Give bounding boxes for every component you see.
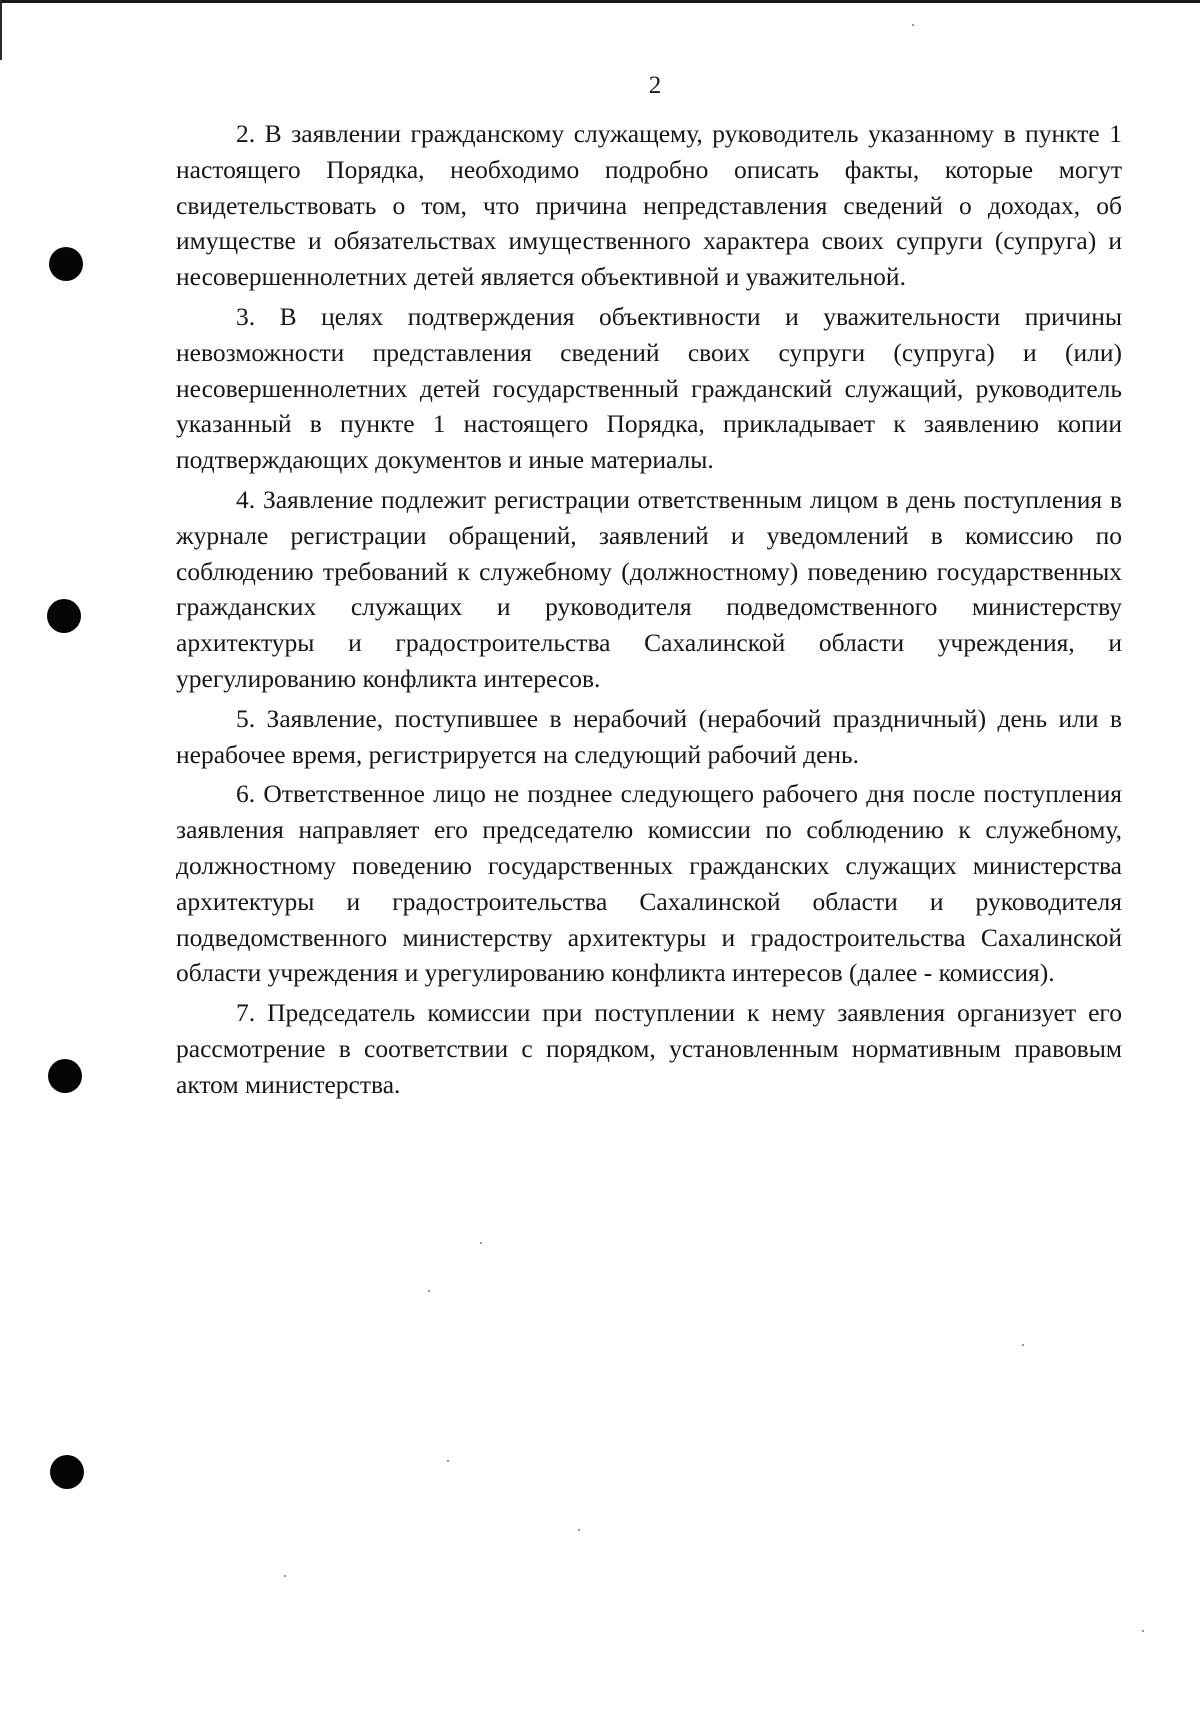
punch-hole-2 <box>47 599 81 633</box>
scan-speck <box>1022 1344 1024 1346</box>
scan-speck <box>912 24 914 26</box>
paragraph-4: 4. Заявление подлежит регистрации ответственным лицом в день поступления в журнале регистрации обращений, заявлений и уведомлений в комиссию по соблюдению требований к служебному (должностному) поведению государственных гражданских служащих и руководителя подведомственного министерству архитектуры и градостроительства Сахалинской области учреждения, и урегулированию конфликта интересов. <box>176 484 1122 693</box>
paragraph-5: 5. Заявление, поступившее в нерабочий (нерабочий праздничный) день или в нерабочее время, регистрируется на следующий рабочий день. <box>176 703 1122 769</box>
paragraph-2: 2. В заявлении гражданскому служащему, руководитель указанному в пункте 1 настоящего Порядка, необходимо подробно описать факты, которые могут свидетельствовать о том, что причина непредставления сведений о доходах, об имуществе и обязательствах имущественного характера своих супруги (супруга) и несовершеннолетних детей является объективной и уважительной. <box>176 119 1122 292</box>
page-number: 2 <box>648 72 662 99</box>
punch-hole-3 <box>48 1059 82 1093</box>
scan-speck <box>1142 1630 1144 1632</box>
paragraph-6: 6. Ответственное лицо не позднее следующего рабочего дня после поступления заявления направляет его председателю комиссии по соблюдению к служебному, должностному поведению государственных гражданских служащих министерства архитектуры и градостроительства Сахалинской области и руководителя подведомственного министерству архитектуры и градостроительства Сахалинской области учреждения и урегулированию конфликта интересов (далее - комиссия). <box>176 779 1122 988</box>
punch-hole-4 <box>50 1455 84 1489</box>
scan-top-edge <box>0 0 1200 3</box>
scan-speck <box>480 1242 482 1244</box>
punch-hole-1 <box>49 247 83 281</box>
scan-speck <box>428 1290 430 1292</box>
document-body <box>176 116 1122 1107</box>
scan-speck <box>578 1529 580 1531</box>
paragraph-3: 3. В целях подтверждения объективности и уважительности причины невозможности представления сведений своих супруги (супруга) и (или) несовершеннолетних детей государственный гражданский служащий, руководитель указанный в пункте 1 настоящего Порядка, прикладывает к заявлению копии подтверждающих документов и иные материалы. <box>176 301 1122 475</box>
scan-left-edge <box>0 0 2 60</box>
scan-speck <box>284 1575 286 1577</box>
paragraph-7: 7. Председатель комиссии при поступлении к нему заявления организует его рассмотрение в соответствии с порядком, установленным нормативным правовым актом министерства. <box>176 998 1122 1099</box>
scan-speck <box>447 1460 449 1462</box>
